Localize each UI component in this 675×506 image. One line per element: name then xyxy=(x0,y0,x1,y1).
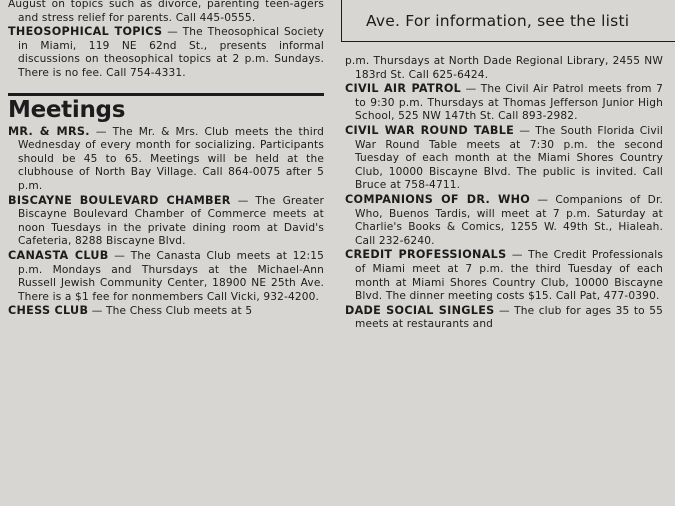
listing-heading: CREDIT PROFESSIONALS xyxy=(345,248,507,262)
listing-heading: CHESS CLUB xyxy=(8,304,89,318)
listing-dade-social-singles xyxy=(345,304,663,332)
listing-canasta-club xyxy=(8,249,324,304)
listing-civil-war-round-table xyxy=(345,124,663,193)
right-column xyxy=(345,55,663,332)
listing-theosophical-topics xyxy=(8,25,324,80)
listing-body: — The Theosophical Society in Miami, 119 NE 62nd St., presents informal discussions on theosophical topics at 2 p.m. Sundays. There is no fee. Call 754-4331. xyxy=(18,26,324,79)
listing-heading: THEOSOPHICAL TOPICS xyxy=(8,25,163,39)
listing-body: — The club for ages 35 to 55 meets at restaurants and xyxy=(355,304,663,331)
boxed-notice-text: Ave. For information, see the listi xyxy=(366,12,630,30)
section-rule xyxy=(8,93,324,96)
listing-heading: BISCAYNE BOULEVARD CHAMBER xyxy=(8,193,231,207)
listing-companions-of-dr-who xyxy=(345,193,663,248)
listing-heading: DADE SOCIAL SINGLES xyxy=(345,303,495,317)
listing-chess-club xyxy=(8,304,324,319)
listing-body: — The Mr. & Mrs. Club meets the third Wednesday of every month for socializing. Participants should be 45 to 65. Meetings will be held at the clubhouse of North Bay Village. Call 864-0075 after 5 p.m. xyxy=(18,125,325,192)
listing-civil-air-patrol xyxy=(345,82,663,124)
listing-heading: CANASTA CLUB xyxy=(8,248,109,262)
listing-body: — The Chess Club meets at 5 xyxy=(88,305,253,318)
listing-mr-mrs xyxy=(8,125,324,194)
listing-body: — The South Florida Civil War Round Table meets at 7:30 p.m. the second Tuesday of each month at the Miami Shores Country Club, 10000 Biscayne Blvd. The public is invited. Call Bruce at 758-4711. xyxy=(355,124,663,192)
listing-body: — The Greater Biscayne Boulevard Chamber of Commerce meets at noon Tuesdays in the private dining room at David's Cafeteria, 8288 Biscayne Blvd. xyxy=(18,194,324,248)
listing-biscayne-boulevard-chamber xyxy=(8,194,324,249)
section-title-meetings: Meetings xyxy=(8,96,126,123)
listing-heading: COMPANIONS OF DR. WHO xyxy=(345,192,531,206)
listing-body: — The Credit Professionals of Miami meet at 7 p.m. the third Tuesday of each month at Miami Shores Country Club, 10000 Biscayne Blvd. The dinner meeting costs $15. Call Pat, 477-0390. xyxy=(355,249,663,303)
boxed-notice xyxy=(341,0,675,42)
left-fragment-text: August on topics such as divorce, parenting teen-agers and stress relief for parents. Call 445-0555. xyxy=(8,0,324,24)
listing-heading: CIVIL AIR PATROL xyxy=(345,82,462,96)
left-column xyxy=(8,0,324,319)
listing-heading: MR. & MRS. xyxy=(8,124,90,138)
listing-body: — Companions of Dr. Who, Buenos Tardis, will meet at 7 p.m. Saturday at Charlie's Books & Comics, 1255 W. 49th St., Hialeah. Call 232-6240. xyxy=(355,193,664,247)
right-fragment-text: p.m. Thursdays at North Dade Regional Library, 2455 NW 183rd St. Call 625-6424. xyxy=(345,55,663,81)
listing-body: — The Civil Air Patrol meets from 7 to 9:30 p.m. Thursdays at Thomas Jefferson Junior High School, 525 NW 147th St. Call 893-2982. xyxy=(355,83,663,123)
listing-heading: CIVIL WAR ROUND TABLE xyxy=(345,123,515,137)
listing-credit-professionals xyxy=(345,248,663,303)
listing-body: — The Canasta Club meets at 12:15 p.m. Mondays and Thursdays at the Michael-Ann Russell Jewish Community Center, 18900 NE 25th Ave. There is a $1 fee for nonmembers Call Vicki, 932-4200. xyxy=(18,249,324,303)
